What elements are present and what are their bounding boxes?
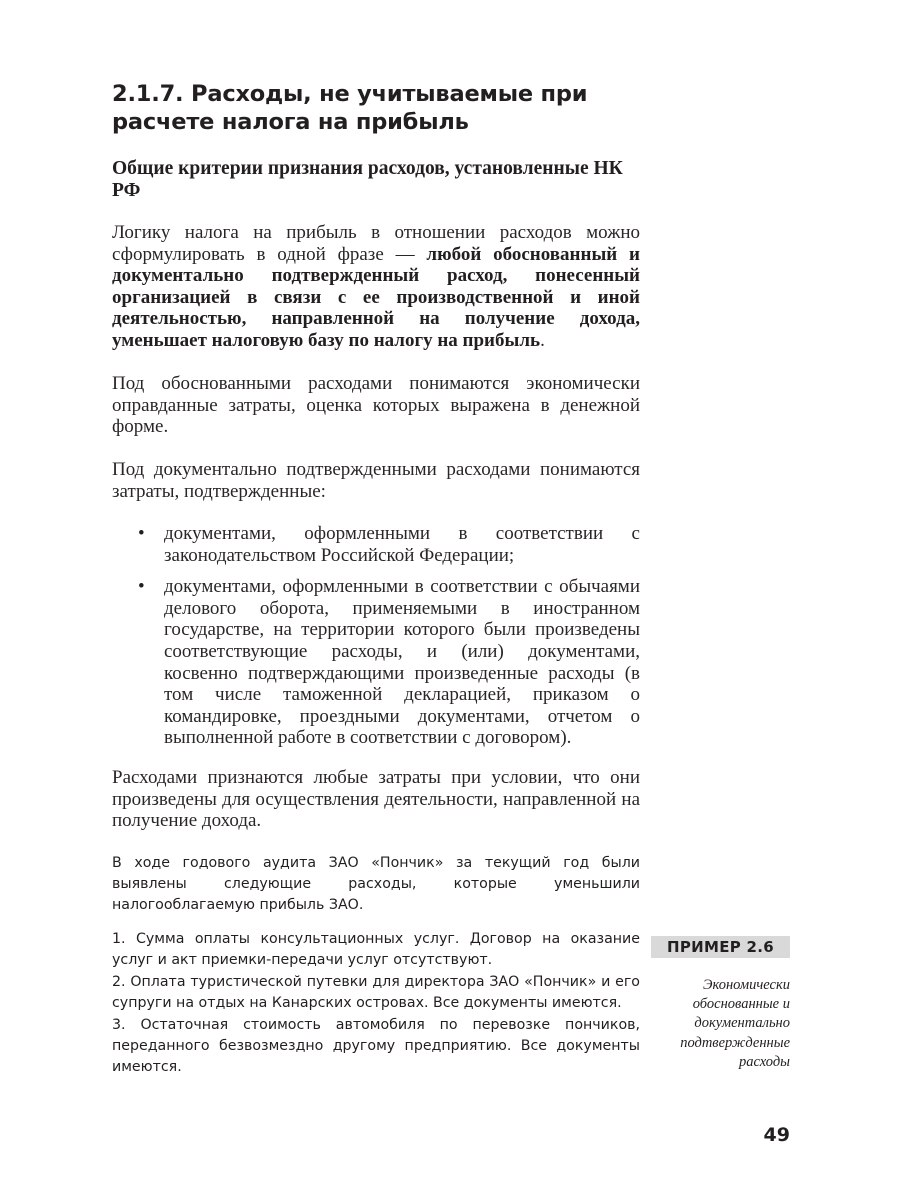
paragraph-documented-expenses: Под документально подтвержденными расходами понимаются затраты, подтвержденные: — [112, 459, 640, 502]
list-item — [112, 576, 640, 749]
caption-line: документально — [694, 1015, 790, 1032]
bullet-icon: • — [138, 576, 145, 598]
caption-line: Экономически — [703, 977, 790, 993]
document-types-list — [112, 523, 640, 759]
paragraph-logic-plain: Логику налога на прибыль в отношении расходов можно сформулировать в одной фразе — — [112, 222, 640, 265]
list-item-text: документами, оформленными в соответствии с законодательством Российской Федерации; — [164, 523, 640, 566]
example-item: 3. Остаточная стоимость автомобиля по перевозке пончиков, переданного безвозмездно другому предприятию. Все документы имеются. — [112, 1017, 640, 1075]
paragraph-recognized-expenses: Расходами признаются любые затраты при условии, что они произведены для осуществления деятельности, направленной на получение дохода. — [112, 767, 640, 832]
example-caption — [651, 976, 790, 1072]
bullet-icon: • — [138, 523, 145, 544]
paragraph-logic — [112, 222, 640, 352]
list-item — [112, 523, 640, 566]
caption-line: подтвержденные — [680, 1034, 790, 1051]
example-badge: ПРИМЕР 2.6 — [651, 936, 790, 958]
paragraph-logic-bold: любой обоснованный и документально подтвержденный расход, понесенный организацией в связи с ее производственной и иной деятельностью, направленной на получение дохода, уменьшает налоговую базу по налогу на прибыль — [112, 243, 640, 351]
paragraph-justified-expenses: Под обоснованными расходами понимаются экономически оправданные затраты, оценка которых выражена в денежной форме. — [112, 373, 640, 438]
example-item: 2. Оплата туристической путевки для директора ЗАО «Пончик» и его супруги на отдых на Канарских островах. Все документы имеются. — [112, 974, 640, 1011]
paragraph-logic-end: . — [540, 329, 545, 351]
list-item-text: документами, оформленными в соответствии с обычаями делового оборота, применяемыми в иностранном государстве, на территории которого были произведены соответствующие расходы, и (или) документами, косвенно подтверждающими произведенные расходы (в том числе таможенной декларацией, приказом о командировке, проездными документами, отчетом о выполненной работе в соответствии с договором). — [164, 576, 640, 749]
caption-line: расходы — [738, 1053, 790, 1070]
example-item: 1. Сумма оплаты консультационных услуг. Договор на оказание услуг и акт приемки-передачи услуг отсутствуют. — [112, 931, 640, 968]
page-number: 49 — [763, 1124, 790, 1146]
caption-line: обоснованные и — [692, 996, 790, 1013]
example-intro: В ходе годового аудита ЗАО «Пончик» за текущий год были выявлены следующие расходы, которые уменьшили налогооблагаемую прибыль ЗАО. — [112, 855, 640, 913]
section-heading: 2.1.7. Расходы, не учитываемые при расчете налога на прибыль — [112, 81, 588, 135]
sub-heading: Общие критерии признания расходов, установленные НК РФ — [112, 158, 623, 201]
